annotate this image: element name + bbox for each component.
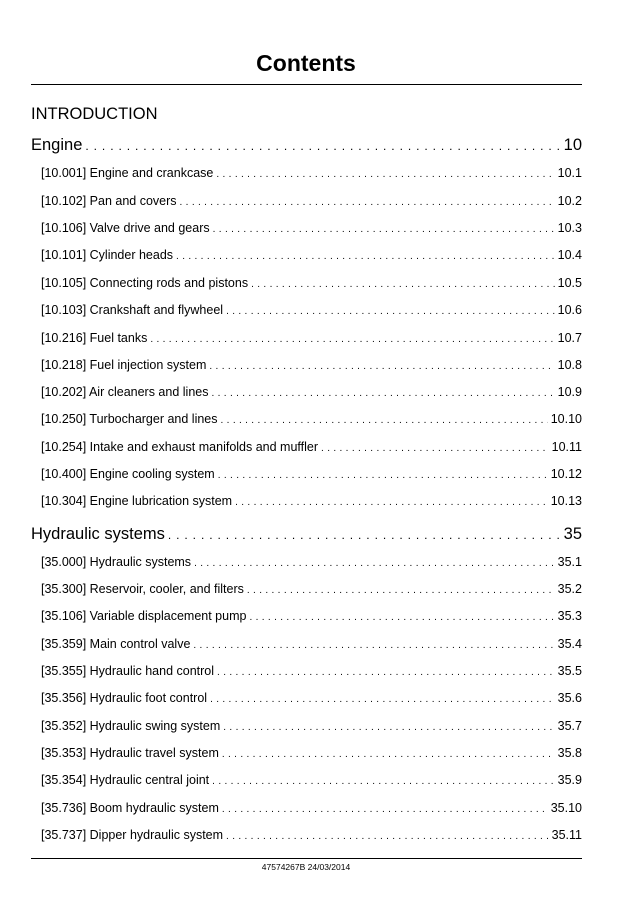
toc-entry[interactable] — [41, 608, 582, 626]
toc-entry-label: [10.216] Fuel tanks — [41, 331, 148, 345]
toc-entry-label: [10.202] Air cleaners and lines — [41, 385, 209, 399]
toc-entry-page: 10.7 — [557, 331, 582, 345]
toc-entry[interactable] — [41, 466, 582, 484]
dot-leader — [223, 720, 554, 736]
dot-leader — [194, 556, 555, 572]
toc-entry-label: [10.106] Valve drive and gears — [41, 221, 210, 235]
toc-entry-page: 35.9 — [557, 773, 582, 787]
toc-entry[interactable] — [41, 384, 582, 402]
toc-entry[interactable] — [41, 827, 582, 845]
toc-entry-label: [35.356] Hydraulic foot control — [41, 691, 208, 705]
toc-entry[interactable] — [41, 302, 582, 320]
toc-entry[interactable] — [41, 165, 582, 183]
dot-leader — [218, 468, 548, 484]
footer-divider — [31, 858, 582, 859]
toc-entry-page: 10.10 — [550, 412, 582, 426]
toc-entry-page: 35.3 — [557, 609, 582, 623]
toc-entry-page: 10.13 — [550, 494, 582, 508]
toc-entry[interactable] — [41, 772, 582, 790]
dot-leader — [176, 249, 555, 265]
toc-entry-page: 35.1 — [557, 555, 582, 569]
toc-entry-page: 10.9 — [557, 385, 582, 399]
dot-leader — [180, 195, 555, 211]
dot-leader — [209, 359, 554, 375]
dot-leader — [211, 386, 554, 402]
footer-document-id: 47574267B 24/03/2014 — [261, 862, 351, 872]
toc-entry-label: [35.736] Boom hydraulic system — [41, 801, 219, 815]
dot-leader — [217, 665, 555, 681]
toc-entry[interactable] — [41, 581, 582, 599]
dot-leader — [150, 332, 554, 348]
toc-entry-page: 35.2 — [557, 582, 582, 596]
dot-leader — [213, 222, 555, 238]
toc-entry[interactable] — [41, 554, 582, 572]
toc-entry-page: 10.8 — [557, 358, 582, 372]
toc-entry-page: 10.4 — [557, 248, 582, 262]
toc-entry-page: 35.11 — [551, 828, 582, 842]
toc-entry-label: [35.106] Variable displacement pump — [41, 609, 247, 623]
dot-leader — [222, 747, 555, 763]
toc-entry[interactable] — [41, 745, 582, 763]
dot-leader — [85, 136, 560, 156]
dot-leader — [251, 277, 555, 293]
dot-leader — [249, 610, 554, 626]
toc-entry-page: 35.4 — [557, 637, 582, 651]
toc-section-label: Hydraulic systems — [31, 525, 165, 543]
toc-entry-label: [10.250] Turbocharger and lines — [41, 412, 218, 426]
dot-leader — [210, 692, 555, 708]
dot-leader — [168, 525, 561, 545]
toc-entry-label: [35.000] Hydraulic systems — [41, 555, 192, 569]
toc-section-hydraulic-systems[interactable] — [31, 524, 582, 545]
toc-entry-label: [10.105] Connecting rods and pistons — [41, 276, 249, 290]
toc-entry[interactable] — [41, 275, 582, 293]
toc-entry-page: 10.6 — [557, 303, 582, 317]
toc-entry[interactable] — [41, 636, 582, 654]
dot-leader — [235, 495, 548, 511]
toc-entry-page: 35.5 — [557, 664, 582, 678]
page-title: Contents — [256, 50, 356, 76]
toc-section-page: 35 — [563, 525, 582, 543]
toc-entry-page: 35.6 — [557, 691, 582, 705]
toc-entry[interactable] — [41, 439, 582, 457]
toc-entry-label: [35.355] Hydraulic hand control — [41, 664, 215, 678]
toc-entry[interactable] — [41, 247, 582, 265]
dot-leader — [216, 167, 554, 183]
toc-entry-label: [35.352] Hydraulic swing system — [41, 719, 221, 733]
toc-entry-label: [35.354] Hydraulic central joint — [41, 773, 210, 787]
header-divider — [31, 84, 582, 85]
toc-entry[interactable] — [41, 193, 582, 211]
toc-section-page: 10 — [563, 136, 582, 154]
toc-entry-page: 10.1 — [557, 166, 582, 180]
toc-entry-label: [35.300] Reservoir, cooler, and filters — [41, 582, 244, 596]
toc-entry-page: 10.3 — [557, 221, 582, 235]
dot-leader — [193, 638, 554, 654]
toc-entry-label: [10.304] Engine lubrication system — [41, 494, 233, 508]
toc-entry-label: [35.353] Hydraulic travel system — [41, 746, 219, 760]
toc-entry-label: [10.101] Cylinder heads — [41, 248, 174, 262]
toc-entry-label: [10.103] Crankshaft and flywheel — [41, 303, 224, 317]
dot-leader — [226, 304, 555, 320]
dot-leader — [222, 802, 548, 818]
toc-entry-label: [10.254] Intake and exhaust manifolds and muffler — [41, 440, 319, 454]
toc-entry-page: 10.12 — [550, 467, 582, 481]
dot-leader — [226, 829, 549, 845]
dot-leader — [221, 413, 548, 429]
dot-leader — [321, 441, 549, 457]
toc-entry-label: [10.001] Engine and crankcase — [41, 166, 214, 180]
toc-section-engine[interactable] — [31, 135, 582, 156]
toc-entry[interactable] — [41, 690, 582, 708]
toc-entry-page: 35.7 — [557, 719, 582, 733]
toc-entry[interactable] — [41, 493, 582, 511]
dot-leader — [212, 774, 555, 790]
toc-entry-page: 35.8 — [557, 746, 582, 760]
toc-entry-label: [10.218] Fuel injection system — [41, 358, 207, 372]
toc-entry[interactable] — [41, 330, 582, 348]
toc-entry-page: 35.10 — [550, 801, 582, 815]
toc-section-label: Engine — [31, 136, 83, 154]
toc-entry-label: [10.102] Pan and covers — [41, 194, 177, 208]
toc-entry[interactable] — [41, 357, 582, 375]
toc-entry-page: 10.11 — [551, 440, 582, 454]
toc-entry-label: [35.737] Dipper hydraulic system — [41, 828, 224, 842]
toc-entry-page: 10.2 — [557, 194, 582, 208]
toc-entry[interactable] — [41, 800, 582, 818]
introduction-heading[interactable]: INTRODUCTION — [31, 105, 158, 123]
toc-entry[interactable] — [41, 220, 582, 238]
dot-leader — [247, 583, 555, 599]
toc-entry-label: [10.400] Engine cooling system — [41, 467, 215, 481]
toc-entry[interactable] — [41, 411, 582, 429]
toc-entry[interactable] — [41, 718, 582, 736]
toc-entry-page: 10.5 — [557, 276, 582, 290]
toc-entry[interactable] — [41, 663, 582, 681]
toc-entry-label: [35.359] Main control valve — [41, 637, 191, 651]
